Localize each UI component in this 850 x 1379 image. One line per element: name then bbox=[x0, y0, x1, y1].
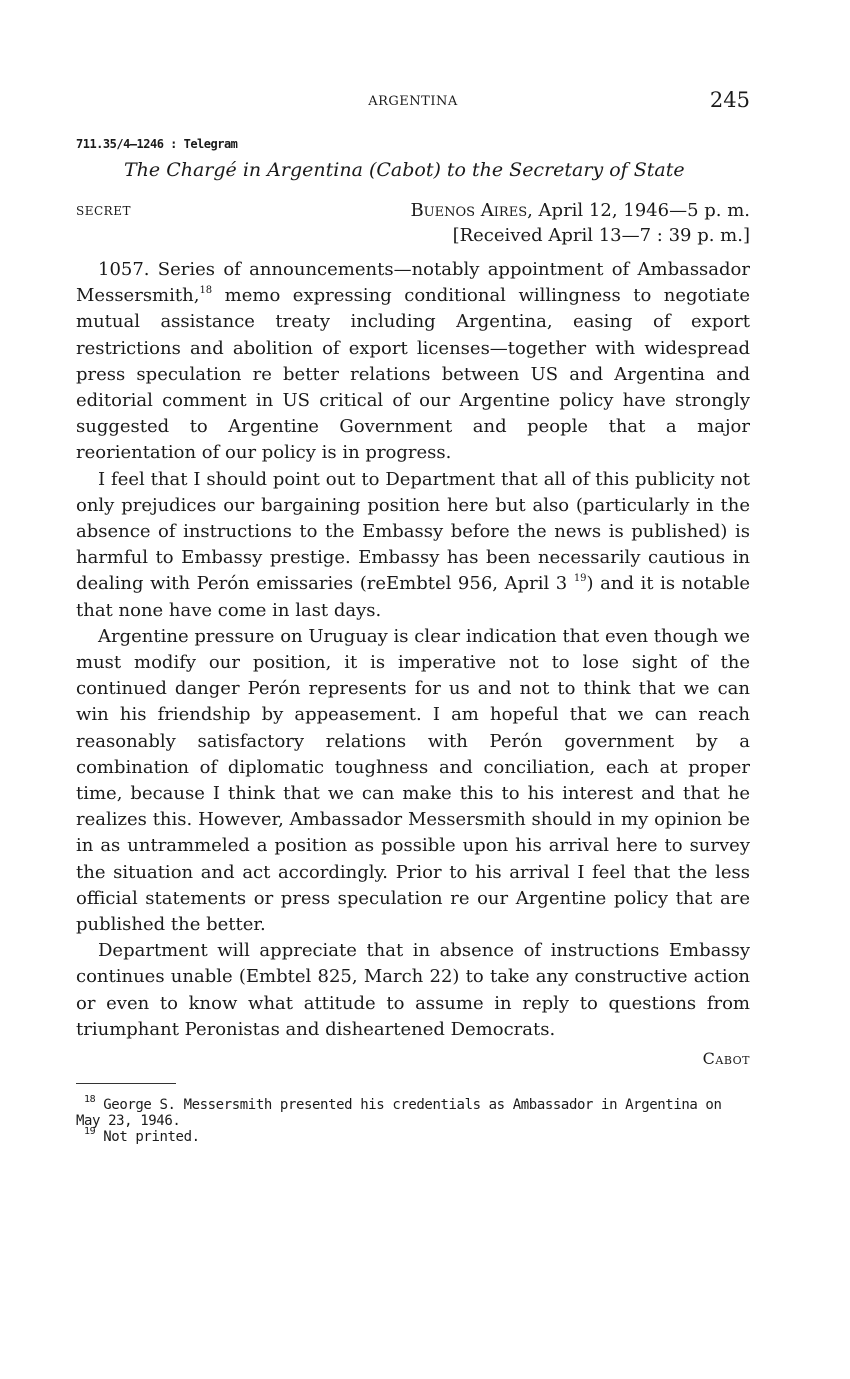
sent-date: , April 12, 1946—5 p. m. bbox=[527, 200, 750, 221]
footnote-mark: 19 bbox=[84, 1126, 96, 1138]
footnote-ref[interactable]: 19 bbox=[573, 573, 587, 585]
footnotes bbox=[76, 1094, 750, 1146]
paragraph: I feel that I should point out to Department that all of this publicity not only prejudices our bargaining position here but also (particularly in the absence of instructions to the Embassy before the news is published) is harmful to Embassy prestige. Embassy has been necessarily cautious in dealing with Perón emissaries (reEmbtel 956, April 3 $^{19}$) and it is notable that none have come in last days. bbox=[76, 468, 750, 621]
document-title: The Chargé in Argentina (Cabot) to the Secretary of State bbox=[124, 159, 685, 181]
page-header bbox=[76, 88, 750, 118]
classification-label: SECRET bbox=[76, 204, 131, 218]
place-date-line bbox=[410, 200, 750, 221]
file-number: 711.35/4–1246 : Telegram bbox=[76, 137, 238, 151]
paragraph: 1057. Series of announcements—notably appointment of Ambassador Messersmith,$^{18}$ memo expressing conditional willingness to negotiate mutual assistance treaty including Argentina, easing of export restrictions and abolition of export licenses—together with widespread press speculation re better relations between US and Argentina and editorial comment in US critical of our Argentine policy have strongly suggested to Argentine Government and people that a major reorientation of our policy is in progress. bbox=[76, 259, 750, 464]
footnote: $^{18}$ George S. Messersmith presented his credentials as Ambassador in Argentina on May 23, 1946. bbox=[76, 1094, 722, 1130]
footnote-ref[interactable]: 18 bbox=[199, 285, 213, 297]
paragraph: Argentine pressure on Uruguay is clear indication that even though we must modify our position, it is imperative not to lose sight of the continued danger Perón represents for us and not to think that we can win his friendship by appeasement. I am hopeful that we can reach reasonably satisfactory relations with Perón government by a combination of diplomatic toughness and conciliation, each at proper time, because I think that we can make this to his interest and that he realizes this. However, Ambassador Messersmith should in my opinion be in as untrammeled a position as possible upon his arrival here to survey the situation and act accordingly. Prior to his arrival I feel that the less official statements or press speculation re our Argentine policy that are published the better. bbox=[76, 625, 750, 936]
footnote-divider bbox=[76, 1083, 176, 1084]
page-number: 245 bbox=[709, 88, 750, 112]
received-line: [Received April 13—7 : 39 p. m.] bbox=[452, 225, 750, 246]
footnote: $^{19}$ Not printed. bbox=[84, 1126, 200, 1146]
running-head: ARGENTINA bbox=[368, 94, 458, 109]
telegram-body bbox=[76, 257, 750, 1043]
footnote-mark: 18 bbox=[84, 1094, 96, 1106]
telegram-meta bbox=[76, 200, 750, 250]
place-name: Buenos Aires bbox=[410, 200, 528, 221]
document-page bbox=[76, 88, 750, 1145]
paragraph: Department will appreciate that in absence of instructions Embassy continues unable (Embtel 825, March 22) to take any constructive action or even to know what attitude to assume in reply to questions from triumphant Peronistas and disheartened Democrats. bbox=[76, 940, 750, 1040]
signature: Cabot bbox=[702, 1049, 750, 1069]
